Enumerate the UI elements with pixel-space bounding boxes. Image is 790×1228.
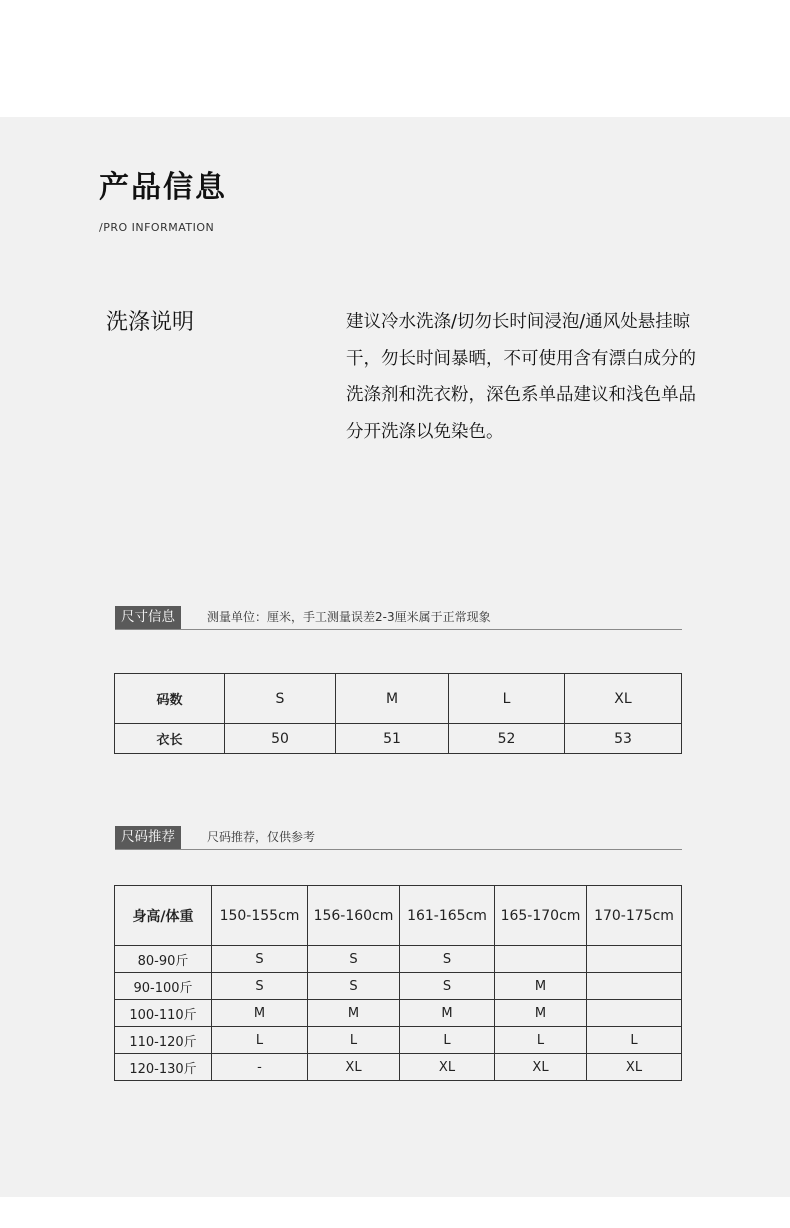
rec-cell: M: [212, 1000, 308, 1027]
rec-cell: [587, 973, 682, 1000]
rec-cell: S: [308, 946, 400, 973]
rec-cell: [587, 946, 682, 973]
size-header-cell: S: [225, 674, 336, 724]
page-title: 产品信息: [99, 170, 227, 205]
rec-table-row: [115, 973, 682, 1000]
rec-cell: XL: [400, 1054, 495, 1081]
rec-cell: L: [212, 1027, 308, 1054]
size-header-cell: M: [336, 674, 449, 724]
rec-header-cell: 156-160cm: [308, 886, 400, 946]
size-cell: 51: [336, 724, 449, 754]
size-table-row: [115, 724, 682, 754]
rec-cell: 100-110斤: [115, 1000, 212, 1027]
size-info-note: 测量单位：厘米，手工测量误差2-3厘米属于正常现象: [207, 610, 491, 624]
size-header-cell: L: [449, 674, 565, 724]
rec-cell: [495, 946, 587, 973]
rec-cell: XL: [308, 1054, 400, 1081]
rec-header-cell: 150-155cm: [212, 886, 308, 946]
rec-table-header-row: [115, 886, 682, 946]
rec-cell: M: [495, 973, 587, 1000]
rec-cell: 110-120斤: [115, 1027, 212, 1054]
size-rec-note: 尺码推荐，仅供参考: [207, 830, 316, 844]
size-cell: 50: [225, 724, 336, 754]
rec-cell: XL: [587, 1054, 682, 1081]
rec-cell: L: [587, 1027, 682, 1054]
rec-cell: S: [308, 973, 400, 1000]
rec-cell: S: [212, 973, 308, 1000]
rec-cell: S: [400, 973, 495, 1000]
rec-header-cell: 170-175cm: [587, 886, 682, 946]
rec-cell: L: [308, 1027, 400, 1054]
size-info-header: [115, 606, 682, 630]
rec-table-row: [115, 946, 682, 973]
rec-cell: 80-90斤: [115, 946, 212, 973]
rec-cell: M: [400, 1000, 495, 1027]
rec-cell: S: [212, 946, 308, 973]
size-header-cell: 码数: [115, 674, 225, 724]
rec-cell: L: [400, 1027, 495, 1054]
size-info-tag: 尺寸信息: [115, 606, 181, 629]
size-cell: 52: [449, 724, 565, 754]
rec-table-row: [115, 1054, 682, 1081]
rec-cell: -: [212, 1054, 308, 1081]
rec-cell: [587, 1000, 682, 1027]
care-label: 洗涤说明: [106, 310, 195, 335]
size-cell: 衣长: [115, 724, 225, 754]
size-cell: 53: [565, 724, 682, 754]
size-header-cell: XL: [565, 674, 682, 724]
rec-cell: 120-130斤: [115, 1054, 212, 1081]
rec-cell: XL: [495, 1054, 587, 1081]
size-rec-header: [115, 826, 682, 850]
rec-cell: M: [308, 1000, 400, 1027]
rec-cell: 90-100斤: [115, 973, 212, 1000]
rec-table-row: [115, 1000, 682, 1027]
rec-table-row: [115, 1027, 682, 1054]
rec-header-cell: 身高/体重: [115, 886, 212, 946]
rec-cell: L: [495, 1027, 587, 1054]
care-text: 建议冷水洗涤/切勿长时间浸泡/通风处悬挂晾干，勿长时间暴晒，不可使用含有漂白成分的洗涤剂和洗衣粉，深色系单品建议和浅色单品分开洗涤以免染色。: [346, 312, 696, 442]
page-subtitle: /PRO INFORMATION: [99, 221, 215, 234]
size-rec-tag: 尺码推荐: [115, 826, 181, 849]
size-table-header-row: [115, 674, 682, 724]
size-rec-table: [114, 885, 682, 1081]
rec-header-cell: 161-165cm: [400, 886, 495, 946]
rec-header-cell: 165-170cm: [495, 886, 587, 946]
rec-cell: S: [400, 946, 495, 973]
size-table: [114, 673, 682, 754]
rec-cell: M: [495, 1000, 587, 1027]
